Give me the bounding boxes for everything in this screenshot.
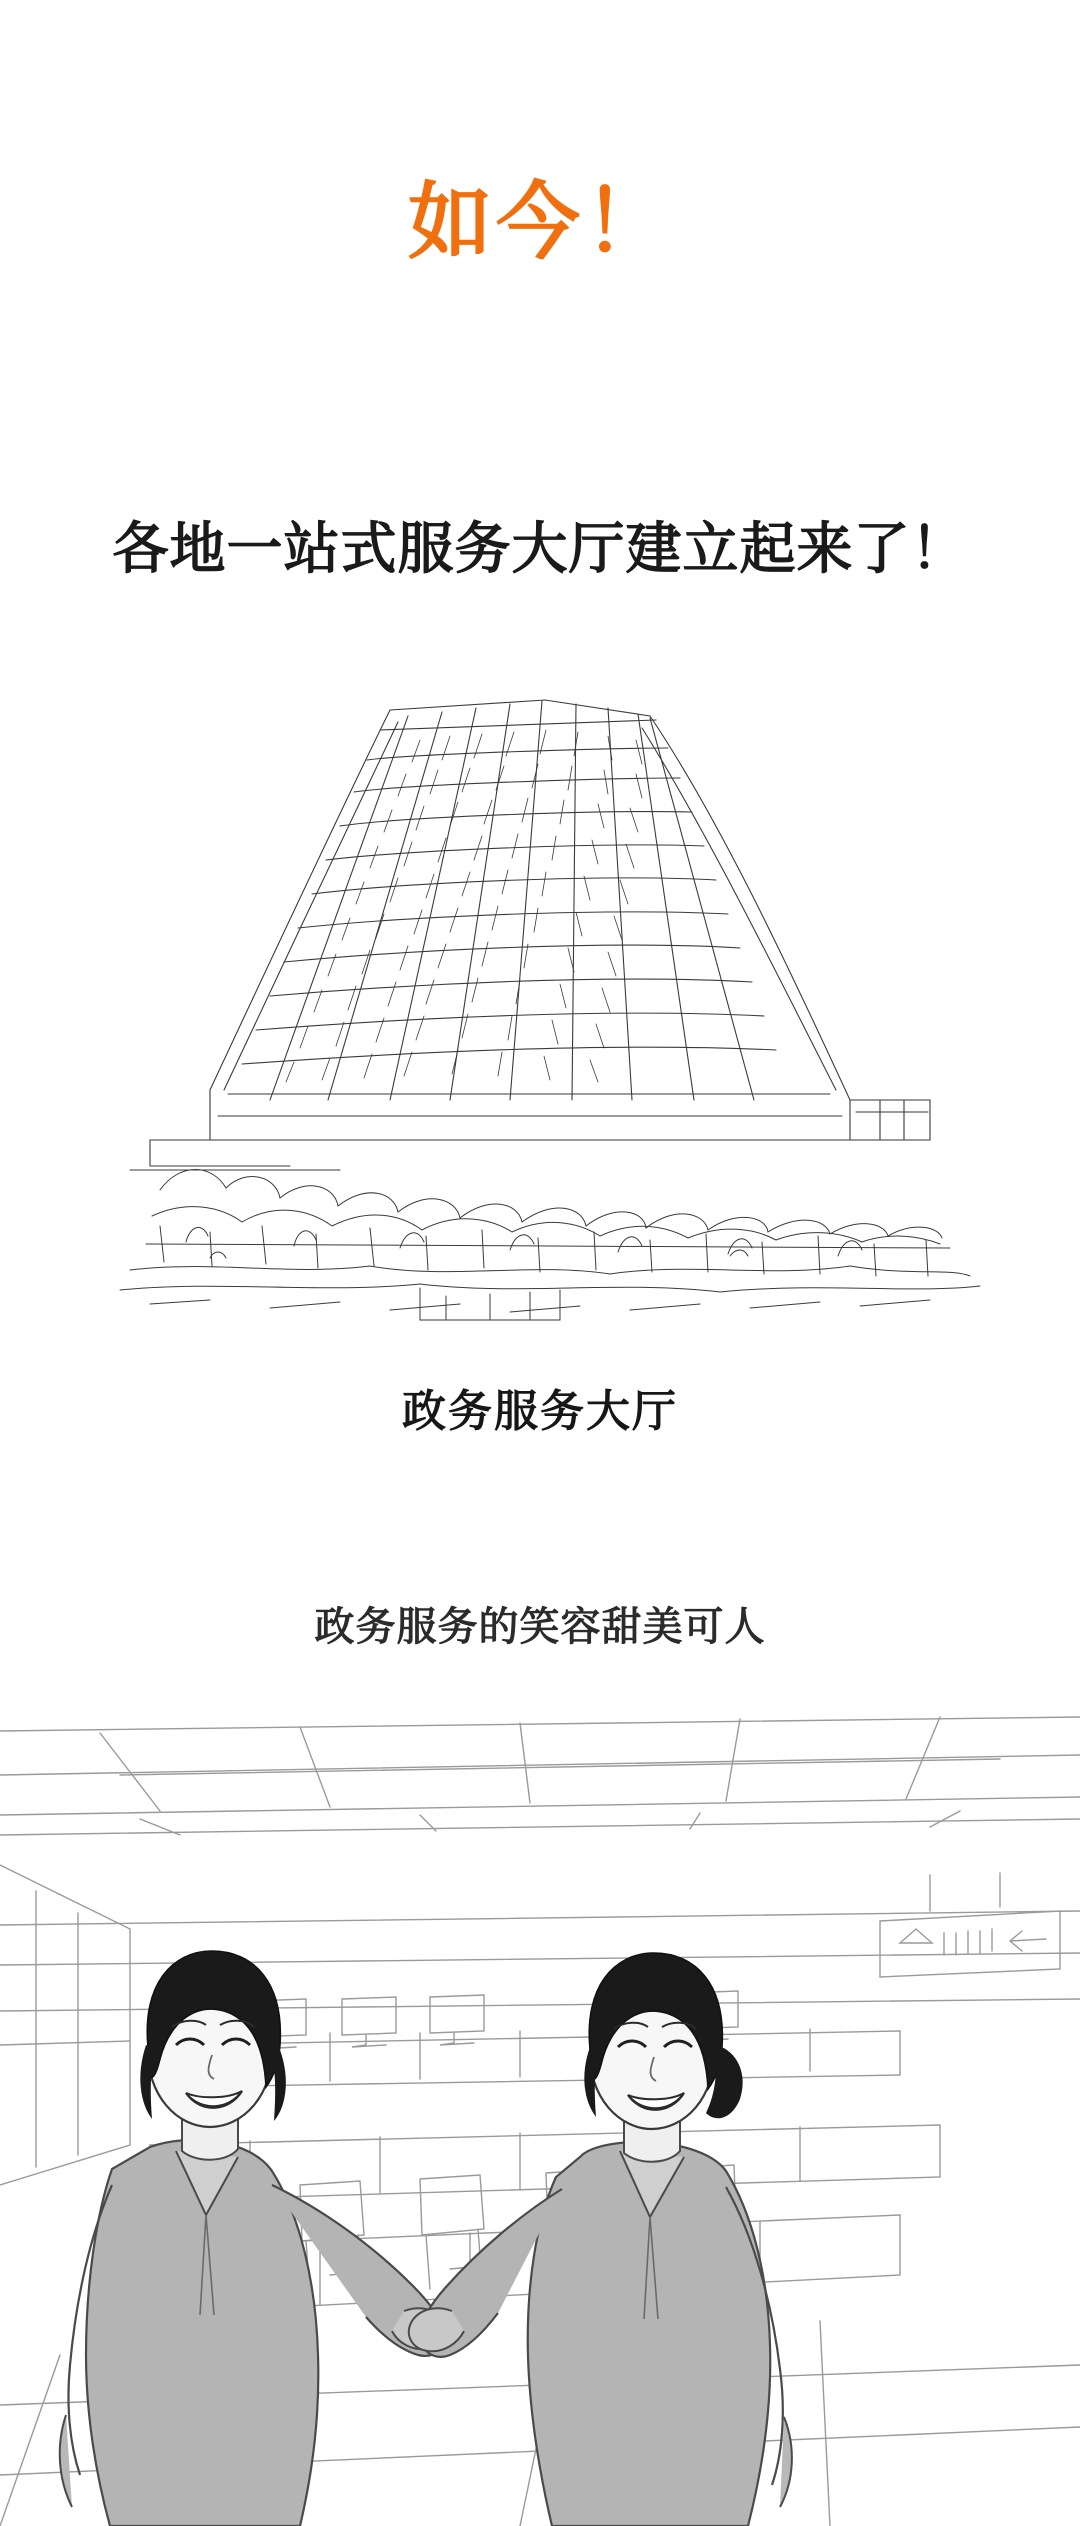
smile-caption: 政务服务的笑容甜美可人 — [314, 1603, 766, 1650]
government-service-hall-building-illustration — [90, 670, 990, 1350]
building-caption: 政务服务大厅 — [402, 1386, 678, 1437]
staff-left — [60, 1951, 447, 2526]
subheading: 各地一站式服务大厅建立起来了！ — [112, 516, 968, 582]
page-title: 如今！ — [407, 172, 672, 271]
service-hall-interior-illustration — [0, 1715, 1080, 2526]
